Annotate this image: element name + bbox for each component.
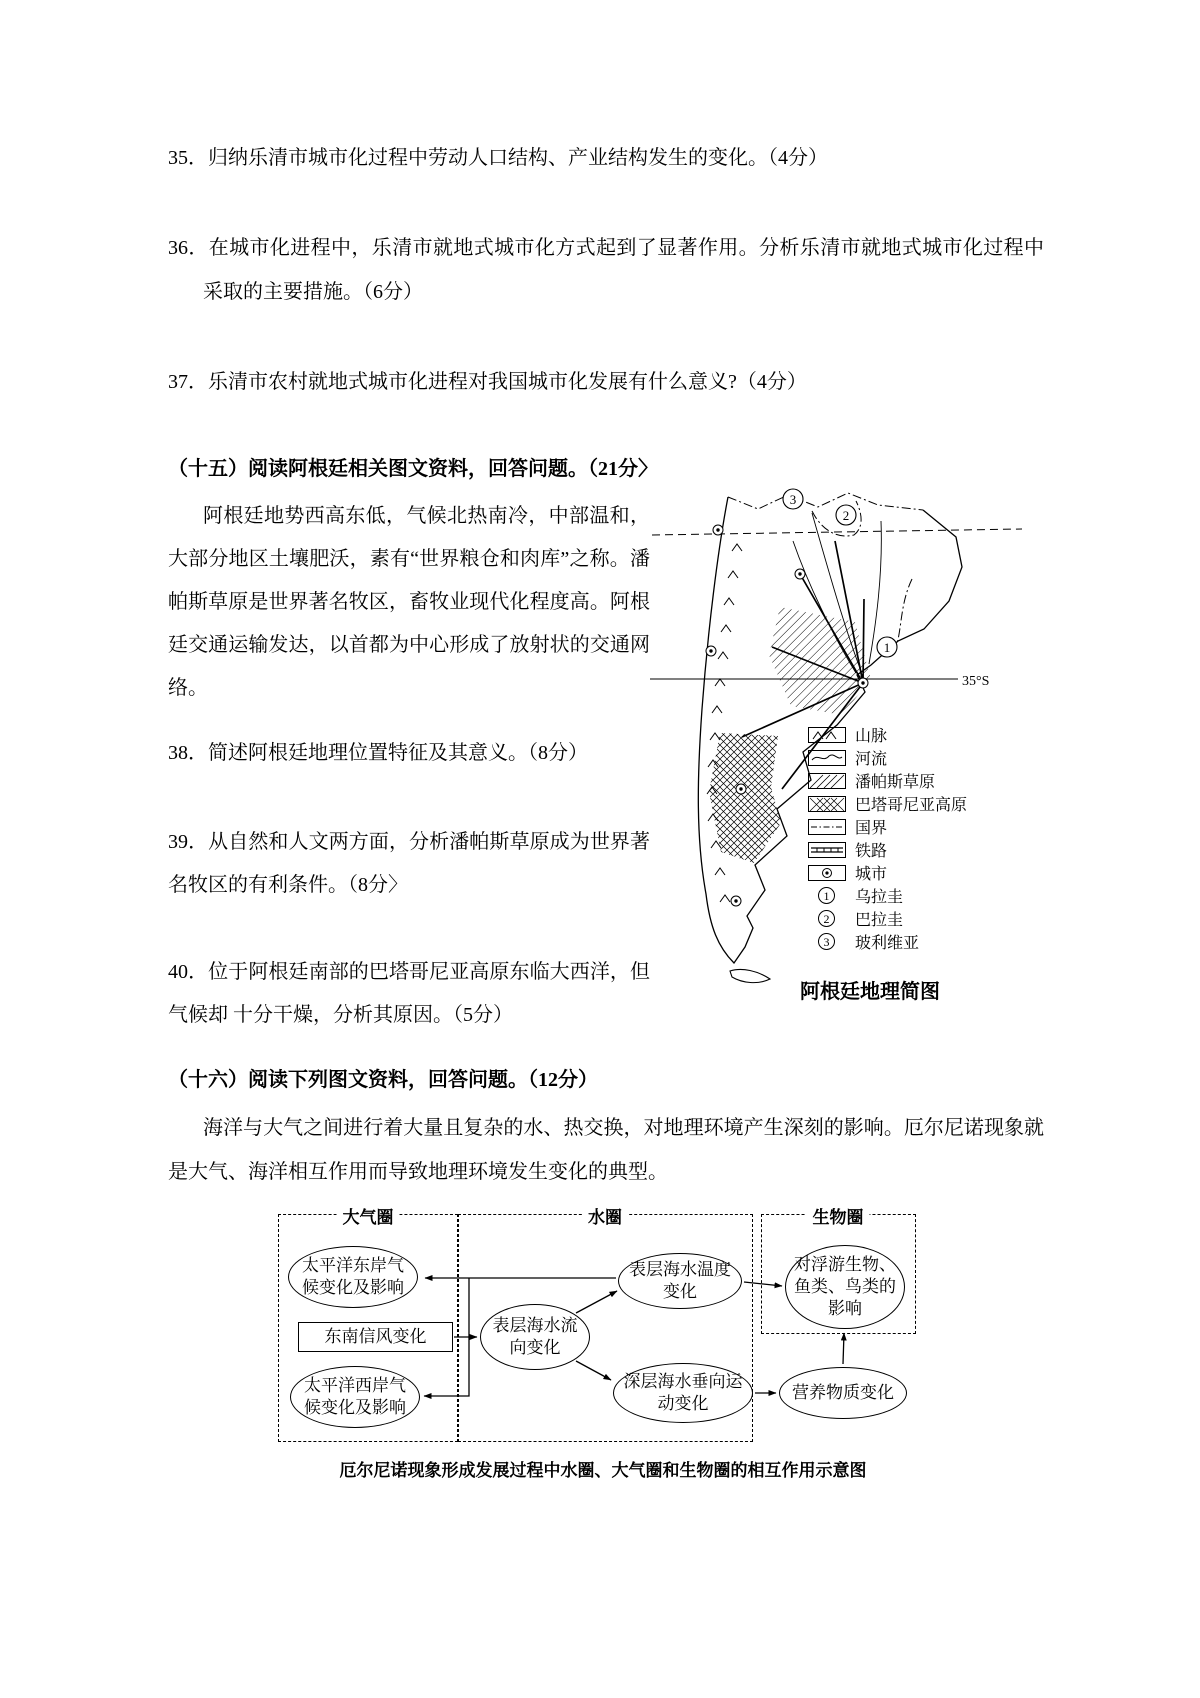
legend-item-paraguay [808,907,1040,930]
question-40: 40．位于阿根廷南部的巴塔哥尼亚高原东临大西洋，但气候却 十分干燥，分析其原因。（5分） [168,961,650,1026]
svg-text:3: 3 [789,492,797,507]
railway-icon [808,842,848,858]
city-icon [808,865,848,881]
map-legend [808,723,1040,953]
section-15-body [168,492,1044,1037]
question-39: 39．从自然和人文两方面，分析潘帕斯草原成为世界著名牧区的有利条件。（8分〉 [168,831,650,896]
elnino-diagram [273,1208,923,1448]
node-trade-wind-change: 东南信风变化 [298,1322,453,1352]
diagram-caption: 厄尔尼诺现象形成发展过程中水圈、大气圈和生物圈的相互作用示意图 [339,1461,867,1480]
legend-label: 河流 [855,751,888,768]
legend-item-bolivia [808,930,1040,953]
patagonia-region [709,733,781,863]
latitude-dashed-line [652,529,1022,535]
svg-text:2: 2 [842,508,850,523]
legend-item-border [808,815,1040,838]
latitude-35s-label: 35°S [962,674,990,689]
node-surface-temp-change: 表层海水温度变化 [618,1253,742,1309]
river-icon [808,750,848,766]
legend-label: 山脉 [855,728,888,745]
pampas-region [769,607,871,715]
node-surface-flow-change: 表层海水流向变化 [480,1304,590,1370]
node-biota-impact: 对浮游生物、鱼类、鸟类的影响 [785,1245,905,1329]
legend-item-railway [808,838,1040,861]
svg-text:1: 1 [883,640,891,655]
question-38: 38．简述阿根廷地理位置特征及其意义。（8分） [168,742,588,764]
legend-label: 巴拉圭 [855,912,904,929]
circled-3-icon: 3 [818,933,835,950]
legend-label: 玻利维亚 [855,935,920,952]
circled-1-icon: 1 [818,887,835,904]
node-pacific-east-coast: 太平洋东岸气候变化及影响 [288,1246,418,1308]
question-35: 35．归纳乐清市城市化过程中劳动人口结构、产业结构发生的变化。（4分） [168,147,828,169]
section-15-intro: 阿根廷地势西高东低，气候北热南冷，中部温和，大部分地区土壤肥沃，素有“世界粮仓和肉库”之称。潘帕斯草原是世界著名牧区，畜牧业现代化程度高。阿根廷交通运输发达，以首都为中心形成了放射状的交通网络。 [168,505,650,699]
biosphere-label: 生物圈 [807,1203,870,1228]
exam-page [168,136,1044,1481]
legend-item-rivers [808,746,1040,769]
section-15-heading: （十五）阅读阿根廷相关图文资料，回答问题。（21分〉 [168,458,658,480]
border-icon [808,819,848,835]
section-16-heading: （十六）阅读下列图文资料，回答问题。（12分） [168,1069,598,1091]
legend-label: 巴塔哥尼亚高原 [855,797,968,814]
legend-label: 国界 [855,820,888,837]
hatch-icon [808,773,848,789]
section-16-intro: 海洋与大气之间进行着大量且复杂的水、热交换，对地理环境产生深刻的影响。厄尔尼诺现象就是大气、海洋相互作用而导致地理环境发生变化的典型。 [168,1117,1044,1183]
node-deep-vertical-motion: 深层海水垂向运动变化 [613,1363,753,1423]
question-37: 37．乐清市农村就地式城市化进程对我国城市化发展有什么意义?（4分） [168,371,807,393]
node-pacific-west-coast: 太平洋西岸气候变化及影响 [290,1366,420,1428]
legend-item-pampas [808,769,1040,792]
legend-label: 潘帕斯草原 [855,774,936,791]
atmosphere-label: 大气圈 [337,1203,400,1228]
national-border-uruguay [896,579,912,647]
argentina-map-figure [650,479,1044,1037]
hydrosphere-label: 水圈 [582,1203,628,1228]
legend-item-patagonia [808,792,1040,815]
legend-label: 乌拉圭 [855,889,904,906]
question-36: 36．在城市化进程中，乐清市就地式城市化方式起到了显著作用。分析乐清市就地式城市化过程中采取的主要措施。（6分） [168,237,1044,303]
node-nutrient-change: 营养物质变化 [779,1367,907,1419]
legend-item-mountains [808,723,1040,746]
legend-item-city [808,861,1040,884]
circled-2-icon: 2 [818,910,835,927]
legend-item-uruguay [808,884,1040,907]
map-caption: 阿根廷地理简图 [800,981,940,1003]
legend-label: 城市 [855,866,888,883]
crosshatch-icon [808,796,848,812]
national-border-north [728,493,923,510]
mountain-icon [808,727,848,743]
legend-label: 铁路 [855,843,888,860]
